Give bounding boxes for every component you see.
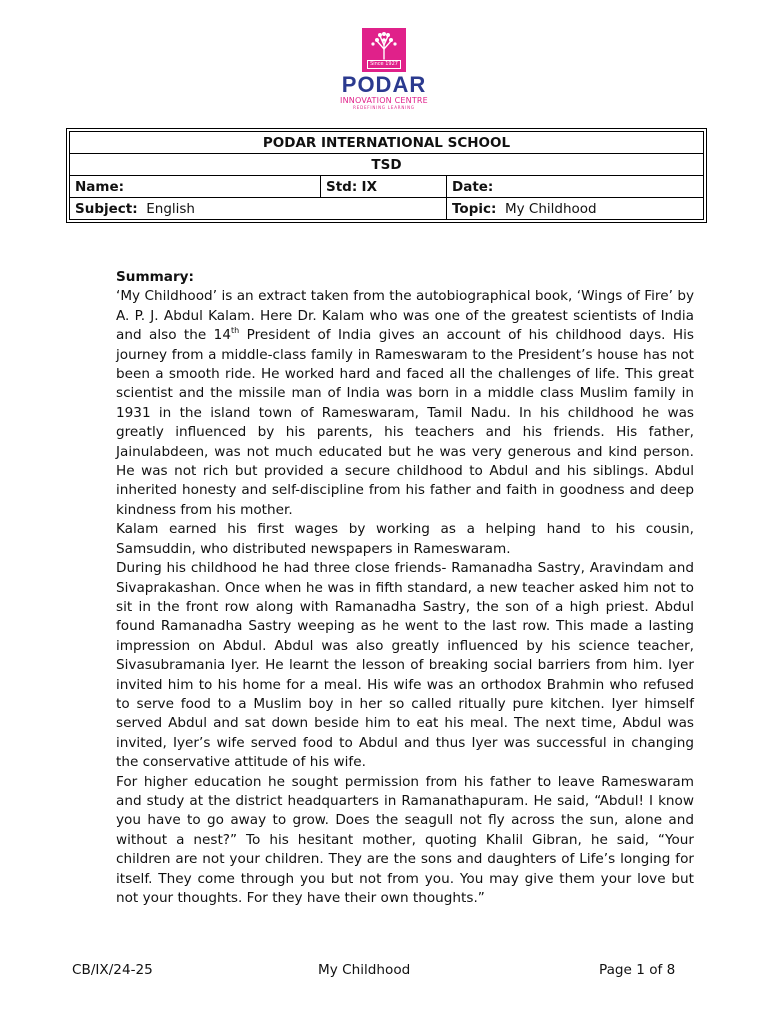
subject-label: Subject: (75, 200, 138, 217)
document-type: TSD (70, 154, 704, 176)
school-name: PODAR INTERNATIONAL SCHOOL (70, 132, 704, 154)
paragraph-1 (116, 287, 694, 520)
summary-section (116, 268, 694, 908)
std-value: IX (361, 178, 377, 195)
footer-code: CB/IX/24-25 (72, 962, 153, 978)
std-label: Std: (326, 178, 358, 195)
subject-cell (70, 198, 447, 220)
podar-logo (330, 28, 438, 111)
paragraph-1-start: ‘My Childhood’ is an extract taken from the autobiographical book, ‘Wings of Fire’ by A. P. J. Abdul Kalam. Here Dr. Kalam who was one of the greatest scientists of India and also the 14 (116, 288, 694, 344)
date-cell (447, 176, 704, 198)
summary-heading: Summary: (116, 269, 194, 285)
name-label: Name: (75, 178, 125, 195)
topic-value: My Childhood (504, 200, 597, 217)
ordinal-suffix: th (230, 326, 240, 336)
page-number: Page 1 of 8 (599, 962, 676, 978)
paragraph-3: During his childhood he had three close friends- Ramanadha Sastry, Aravindam and Sivaprakashan. Once when he was in fifth standard, a new teacher asked him not to sit in the front row along with Ramanadha Sastry, the son of a high priest. Abdul found Ramanadha Sastry weeping as he went to the last row. This made a lasting impression on Abdul. Abdul was also greatly influenced by his science teacher, Sivasubramania Iyer. He learnt the lesson of breaking social barriers from him. Iyer invited him to his home for a meal. His wife was an orthodox Brahmin who refused to serve food to a Muslim boy in her so called ritually pure kitchen. Iyer himself served Abdul and sat down beside him to eat his meal. The next time, Abdul was invited, Iyer’s wife served food to Abdul and thus Iyer was successful in changing the conservative attitude of his wife. (116, 560, 694, 771)
topic-label: Topic: (452, 200, 497, 217)
logo-brand: PODAR (341, 72, 427, 97)
topic-cell (447, 198, 704, 220)
std-cell (321, 176, 447, 198)
logo-subtitle: INNOVATION CENTRE (340, 96, 428, 105)
footer-title: My Childhood (318, 962, 411, 978)
tree-badge-icon (362, 28, 406, 72)
subject-value: English (146, 200, 195, 217)
logo-tagline: REDEFINING LEARNING (353, 105, 415, 110)
header-table (66, 128, 707, 223)
name-cell (70, 176, 321, 198)
paragraph-1-rest: President of India gives an account of his childhood days. His journey from a middle-class family in Rameswaram to the President’s house has not been a smooth ride. He worked hard and faced all the challenges of life. This great scientist and the missile man of India was born in a middle class Muslim family in 1931 in the island town of Rameswaram, Tamil Nadu. In his childhood he was greatly influenced by his parents, his teachers and his friends. His father, Jainulabdeen, was not much educated but he was very generous and kind person. He was not rich but provided a secure childhood to Abdul and his siblings. Abdul inherited honesty and self-discipline from his father and faith in goodness and deep kindness from his mother. (116, 327, 694, 518)
date-label: Date: (452, 178, 494, 195)
paragraph-4: For higher education he sought permission from his father to leave Rameswaram and study at the district headquarters in Ramanathapuram. He said, “Abdul! I know you have to go away to grow. Does the seagull not fly across the sun, alone and without a nest?” To his hesitant mother, quoting Khalil Gibran, he said, “Your children are not your children. They are the sons and daughters of Life’s longing for itself. They come through you but not from you. You may give them your love but not your thoughts. For they have their own thoughts.” (116, 773, 694, 906)
paragraph-2: Kalam earned his first wages by working as a helping hand to his cousin, Samsuddin, who distributed newspapers in Rameswaram. (116, 521, 694, 557)
logo-since: Since 1927 (367, 60, 401, 69)
